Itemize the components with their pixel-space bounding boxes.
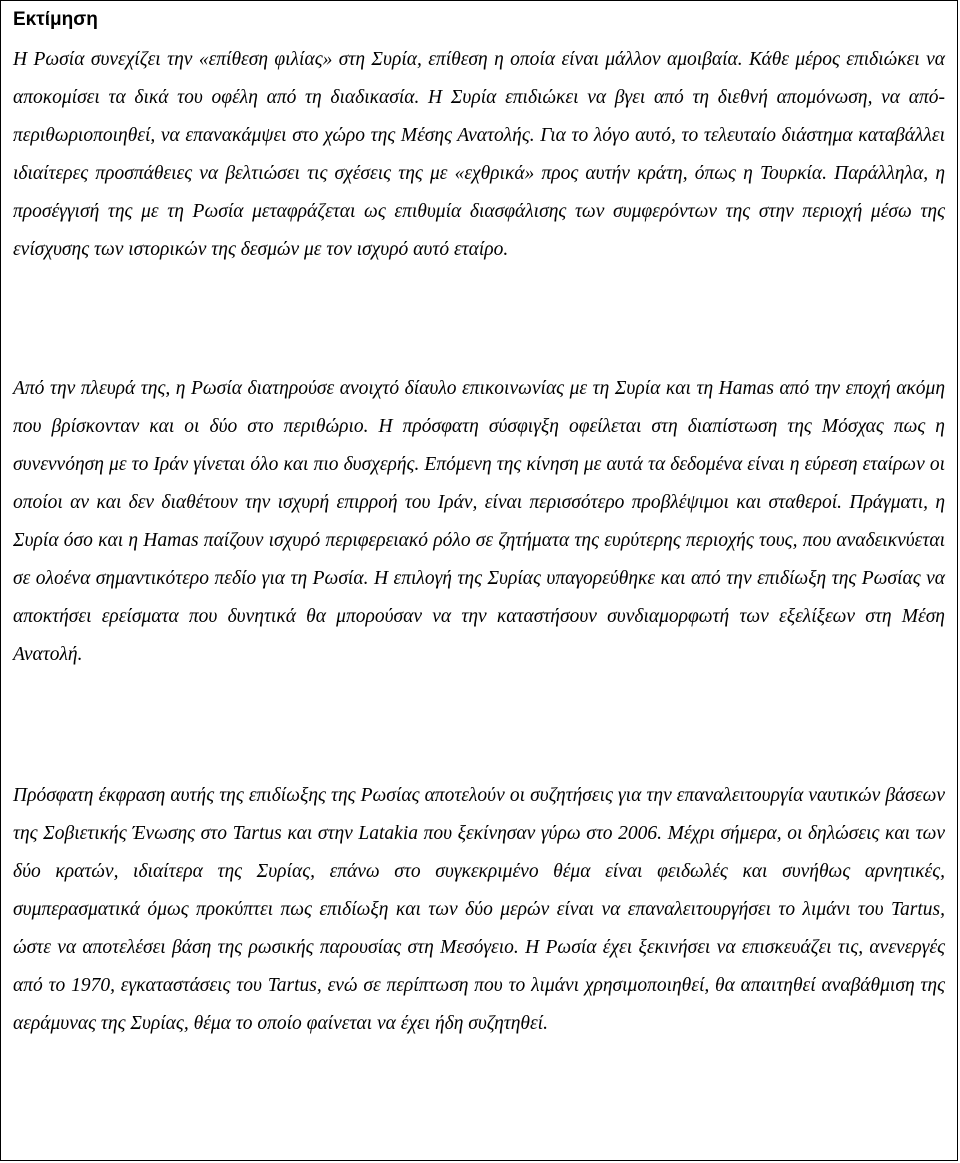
- paragraph-3: Πρόσφατη έκφραση αυτής της επιδίωξης της Ρωσίας αποτελούν οι συζητήσεις για την επαναλειτουργία ναυτικών βάσεων της Σοβιετικής Ένωσης στο Tartus και στην Latakia που ξεκίνησαν γύρω στο 2006. Μέχρι σήμερα, οι δηλώσεις και των δύο κρατών, ιδιαίτερα της Συρίας, επάνω στο συγκεκριμένο θέμα είναι φειδωλές και συνήθως αρνητικές, συμπερασματικά όμως προκύπτει πως επιδίωξη και των δύο μερών είναι να επαναλειτουργήσει το λιμάνι του Tartus, ώστε να αποτελέσει βάση της ρωσικής παρουσίας στη Μεσόγειο. Η Ρωσία έχει ξεκινήσει να επισκευάζει τις, ανενεργές από το 1970, εγκαταστάσεις του Tartus, ενώ σε περίπτωση που το λιμάνι χρησιμοποιηθεί, θα απαιτηθεί αναβάθμιση της αεράμυνας της Συρίας, θέμα το οποίο φαίνεται να έχει ήδη συζητηθεί.: [13, 785, 945, 1034]
- paragraph-2: Από την πλευρά της, η Ρωσία διατηρούσε ανοιχτό δίαυλο επικοινωνίας με τη Συρία και τη Hamas από την εποχή ακόμη που βρίσκονταν και οι δύο στο περιθώριο. Η πρόσφατη σύσφιγξη οφείλεται στη διαπίστωση της Μόσχας πως η συνεννόηση με το Ιράν γίνεται όλο και πιο δυσχερής. Επόμενη της κίνηση με αυτά τα δεδομένα είναι η εύρεση εταίρων οι οποίοι αν και δεν διαθέτουν την ισχυρή επιρροή του Ιράν, είναι περισσότερο προβλέψιμοι και σταθεροί. Πράγματι, η Συρία όσο και η Hamas παίζουν ισχυρό περιφερειακό ρόλο σε ζητήματα της ευρύτερης περιοχής τους, που αναδεικνύεται σε ολοένα σημαντικότερο πεδίο για τη Ρωσία. Η επιλογή της Συρίας υπαγορεύθηκε και από την επιδίωξη της Ρωσίας να αποκτήσει ερείσματα που δυνητικά θα μπορούσαν να την καταστήσουν συνδιαμορφωτή των εξελίξεων στη Μέση Ανατολή.: [13, 378, 945, 665]
- paragraph-1: Η Ρωσία συνεχίζει την «επίθεση φιλίας» στη Συρία, επίθεση η οποία είναι μάλλον αμοιβαία. Κάθε μέρος επιδιώκει να αποκομίσει τα δικά του οφέλη από τη διαδικασία. Η Συρία επιδιώκει να βγει από τη διεθνή απομόνωση, να από-περιθωριοποιηθεί, να επανακάμψει στο χώρο της Μέσης Ανατολής. Για το λόγο αυτό, το τελευταίο διάστημα καταβάλλει ιδιαίτερες προσπάθειες να βελτιώσει τις σχέσεις της με «εχθρικά» προς αυτήν κράτη, όπως η Τουρκία. Παράλληλα, η προσέγγισή της με τη Ρωσία μεταφράζεται ως επιθυμία διασφάλισης των συμφερόντων της στην περιοχή μέσω της ενίσχυσης των ιστορικών της δεσμών με τον ισχυρό αυτό εταίρο.: [13, 49, 945, 260]
- section-heading: Εκτίμηση: [13, 9, 98, 30]
